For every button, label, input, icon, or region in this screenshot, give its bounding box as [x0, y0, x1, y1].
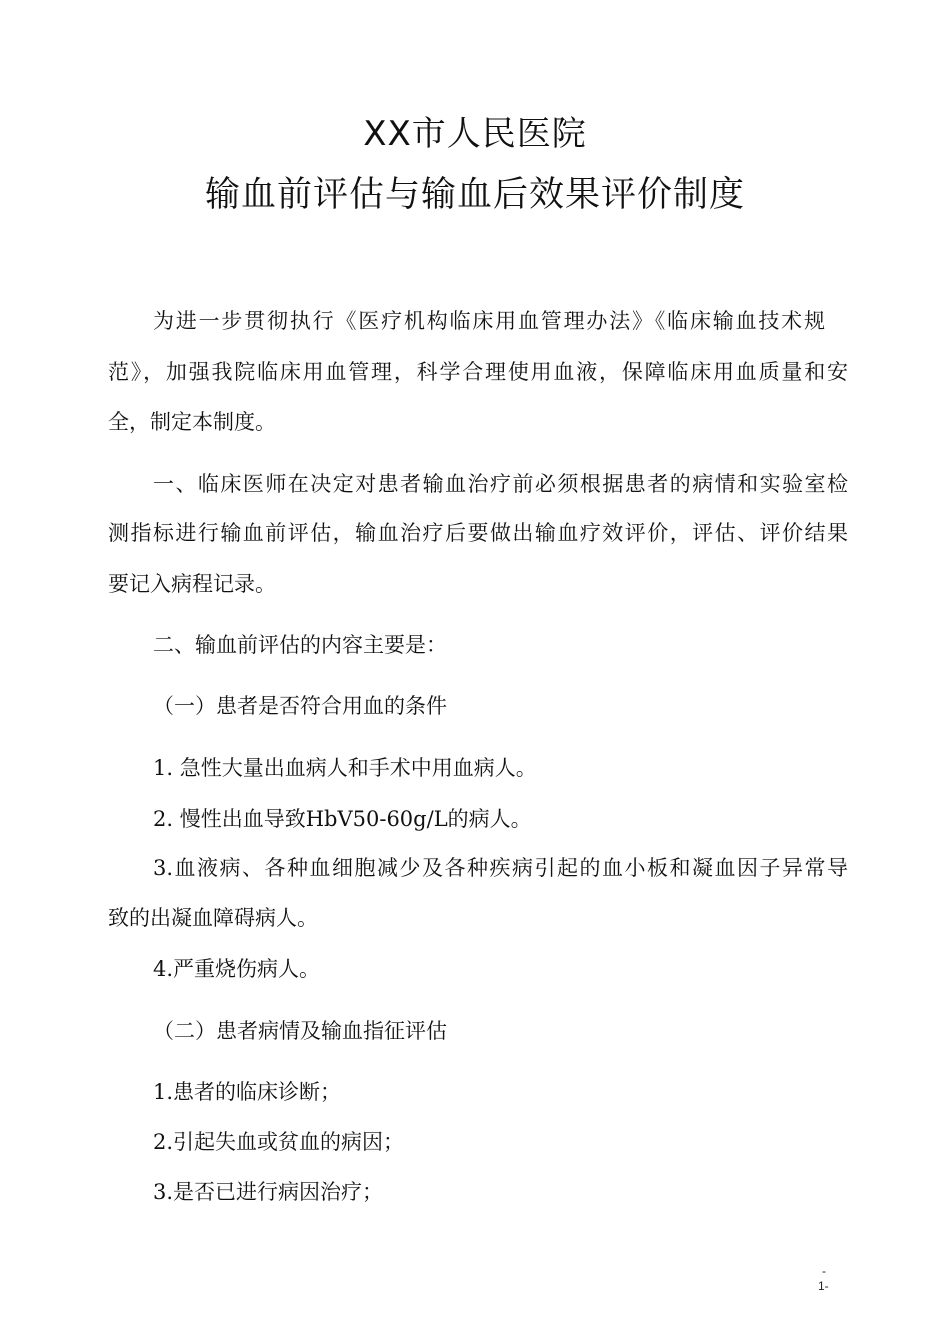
page-number: 1- [818, 1279, 829, 1293]
subsection1-heading: （一）患者是否符合用血的条件 [153, 694, 447, 718]
subsection1-item-3: 3.血液病、各种血细胞减少及各种疾病引起的血小板和凝血因子异常导 [153, 856, 848, 880]
subsection2-heading: （二）患者病情及输血指征评估 [153, 1019, 447, 1043]
intro-line-3: 全，制定本制度。 [108, 410, 276, 434]
section1-line-1: 一、临床医师在决定对患者输血治疗前必须根据患者的病情和实验室检 [153, 472, 848, 496]
subsection1-item-3-cont: 致的出凝血障碍病人。 [108, 906, 318, 930]
section1-line-3: 要记入病程记录。 [108, 572, 276, 596]
subsection2-item-3: 3.是否已进行病因治疗； [153, 1180, 384, 1204]
hospital-title: XX市人民医院 [363, 114, 587, 154]
subsection1-item-2: 2. 慢性出血导致HbV50-60g/L的病人。 [153, 807, 532, 831]
subsection1-item-1: 1. 急性大量出血病人和手术中用血病人。 [153, 756, 537, 780]
intro-line-2: 范》，加强我院临床用血管理，科学合理使用血液，保障临床用血质量和安 [108, 360, 848, 384]
intro-line-1: 为进一步贯彻执行《医疗机构临床用血管理办法》《临床输血技术规 [153, 309, 825, 333]
footer-dash: - [822, 1264, 826, 1278]
subsection2-item-1: 1.患者的临床诊断； [153, 1080, 342, 1104]
document-title: 输血前评估与输血后效果评价制度 [204, 175, 745, 215]
subsection1-item-4: 4.严重烧伤病人。 [153, 957, 321, 981]
section1-line-2: 测指标进行输血前评估，输血治疗后要做出输血疗效评价，评估、评价结果 [108, 521, 848, 545]
subsection2-item-2: 2.引起失血或贫血的病因； [153, 1130, 405, 1154]
section2-heading: 二、输血前评估的内容主要是： [153, 633, 447, 657]
